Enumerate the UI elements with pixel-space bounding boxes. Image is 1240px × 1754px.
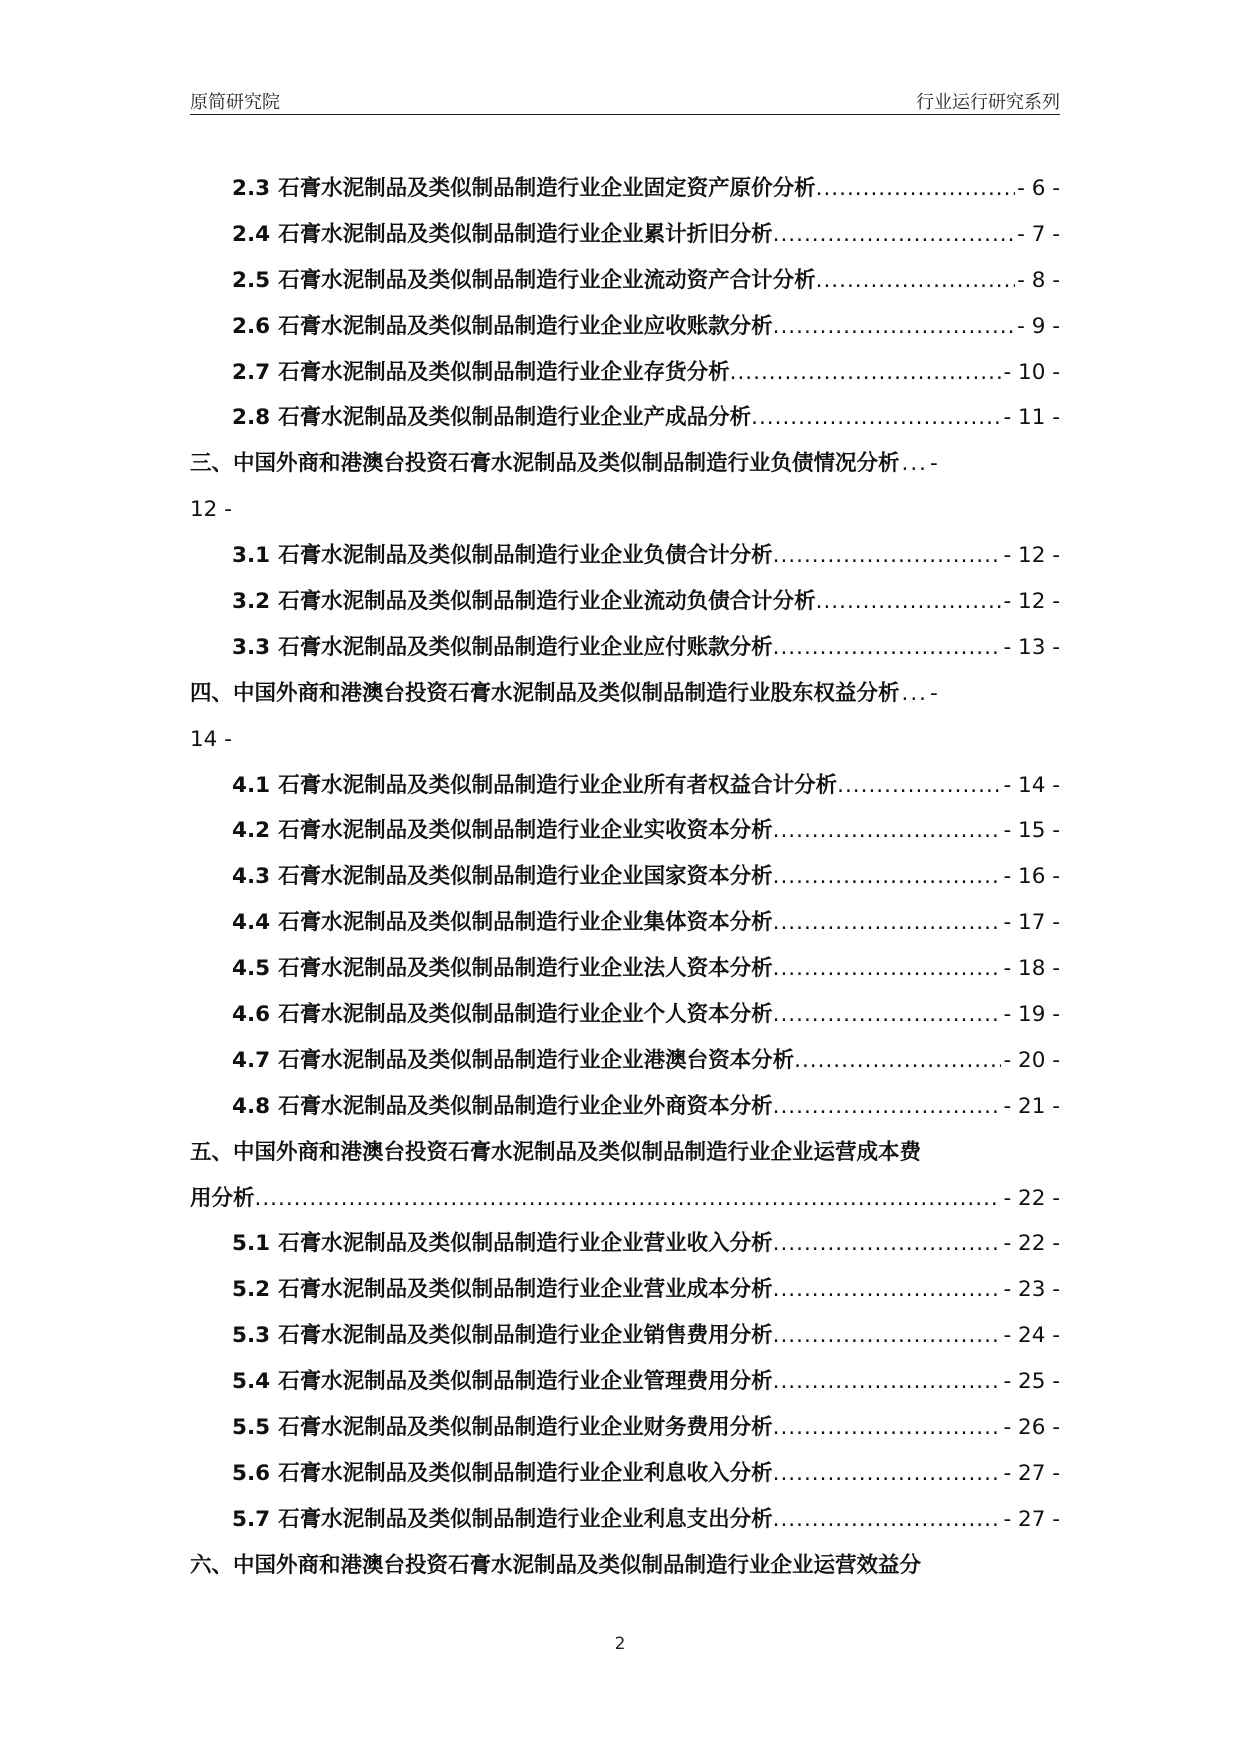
toc-entry-number: 2.6 bbox=[232, 313, 271, 339]
toc-entry-3-2[interactable] bbox=[190, 579, 1060, 625]
toc-entry-page: - 22 - bbox=[1003, 1185, 1060, 1211]
toc-dot-leader bbox=[773, 1497, 1002, 1543]
toc-entry-page: - 23 - bbox=[1003, 1277, 1060, 1303]
toc-entry-page: - 12 - bbox=[1003, 543, 1060, 569]
toc-chapter-6[interactable] bbox=[190, 1543, 1060, 1589]
toc-entry-page: - 25 - bbox=[1003, 1369, 1060, 1395]
toc-entry-title: 石膏水泥制品及类似制品制造行业企业固定资产原价分析 bbox=[278, 176, 816, 201]
toc-entry-page: - 20 - bbox=[1003, 1047, 1060, 1073]
toc-entry-page: - 27 - bbox=[1003, 1506, 1060, 1532]
toc-chapter-page-end: 12 - bbox=[190, 497, 232, 523]
toc-entry-page: - 9 - bbox=[1017, 313, 1060, 339]
toc-dot-leader bbox=[773, 992, 1002, 1038]
toc-dot-leader bbox=[773, 946, 1002, 992]
toc-dot-leader bbox=[730, 350, 1002, 396]
toc-entry-page: - 13 - bbox=[1003, 634, 1060, 660]
toc-entry-5-3[interactable] bbox=[190, 1313, 1060, 1359]
toc-entry-5-7[interactable] bbox=[190, 1497, 1060, 1543]
toc-entry-4-2[interactable] bbox=[190, 808, 1060, 854]
toc-entry-page: - 10 - bbox=[1003, 359, 1060, 385]
toc-entry-number: 4.6 bbox=[232, 1002, 271, 1028]
toc-entry-title: 石膏水泥制品及类似制品制造行业企业产成品分析 bbox=[278, 405, 752, 431]
toc-entry-page: - 19 - bbox=[1003, 1002, 1060, 1028]
toc-chapter-page-start: - bbox=[930, 680, 938, 706]
toc-entry-page: - 18 - bbox=[1003, 956, 1060, 982]
toc-chapter-page-end: 14 - bbox=[190, 726, 232, 752]
toc-entry-page: - 15 - bbox=[1003, 818, 1060, 844]
toc-dot-leader bbox=[773, 854, 1002, 900]
toc-entry-page: - 26 - bbox=[1003, 1415, 1060, 1441]
toc-dot-leader bbox=[773, 304, 1016, 350]
toc-entry-page: - 14 - bbox=[1003, 772, 1060, 798]
toc-entry-number: 5.7 bbox=[232, 1506, 271, 1532]
toc-dot-leader bbox=[816, 258, 1016, 304]
toc-entry-5-6[interactable] bbox=[190, 1451, 1060, 1497]
toc-dot-leader bbox=[773, 1451, 1002, 1497]
toc-dot-leader bbox=[773, 625, 1002, 671]
toc-chapter-5[interactable] bbox=[190, 1130, 1060, 1176]
toc-chapter-3[interactable] bbox=[190, 441, 1060, 487]
toc-dot-leader bbox=[773, 900, 1002, 946]
toc-entry-4-7[interactable] bbox=[190, 1038, 1060, 1084]
toc-entry-title: 石膏水泥制品及类似制品制造行业企业财务费用分析 bbox=[278, 1415, 773, 1441]
toc-chapter-title: 五、中国外商和港澳台投资石膏水泥制品及类似制品制造行业企业运营成本费 bbox=[190, 1139, 922, 1165]
toc-dot-leader bbox=[773, 1267, 1002, 1313]
toc-entry-number: 5.6 bbox=[232, 1460, 271, 1486]
toc-entry-page: - 22 - bbox=[1003, 1231, 1060, 1257]
toc-entry-title: 石膏水泥制品及类似制品制造行业企业利息支出分析 bbox=[278, 1506, 773, 1532]
toc-short-leader: ... bbox=[901, 451, 929, 477]
toc-entry-number: 5.1 bbox=[232, 1231, 271, 1257]
toc-dot-leader bbox=[773, 533, 1002, 579]
toc-dot-leader bbox=[773, 1313, 1002, 1359]
toc-entry-number: 2.8 bbox=[232, 405, 271, 431]
toc-chapter-4[interactable] bbox=[190, 671, 1060, 717]
toc-chapter-title: 六、中国外商和港澳台投资石膏水泥制品及类似制品制造行业企业运营效益分 bbox=[190, 1552, 922, 1578]
toc-entry-title: 石膏水泥制品及类似制品制造行业企业存货分析 bbox=[278, 359, 730, 385]
toc-entry-number: 5.3 bbox=[232, 1323, 271, 1349]
toc-entry-page: - 6 - bbox=[1017, 176, 1060, 201]
toc-entry-number: 3.3 bbox=[232, 634, 271, 660]
toc-entry-title: 石膏水泥制品及类似制品制造行业企业销售费用分析 bbox=[278, 1323, 773, 1349]
toc-entry-2-4[interactable] bbox=[190, 212, 1060, 258]
toc-entry-title: 石膏水泥制品及类似制品制造行业企业累计折旧分析 bbox=[278, 221, 773, 247]
toc-entry-2-7[interactable] bbox=[190, 350, 1060, 396]
toc-entry-title: 石膏水泥制品及类似制品制造行业企业应付账款分析 bbox=[278, 634, 773, 660]
toc-entry-title: 石膏水泥制品及类似制品制造行业企业实收资本分析 bbox=[278, 818, 773, 844]
toc-entry-4-6[interactable] bbox=[190, 992, 1060, 1038]
toc-entry-4-8[interactable] bbox=[190, 1084, 1060, 1130]
toc-entry-page: - 24 - bbox=[1003, 1323, 1060, 1349]
toc-entry-number: 3.2 bbox=[232, 589, 271, 615]
header-series-name: 行业运行研究系列 bbox=[916, 92, 1060, 113]
toc-chapter-3-continued[interactable] bbox=[190, 487, 1060, 533]
toc-dot-leader bbox=[773, 1221, 1002, 1267]
toc-entry-number: 5.4 bbox=[232, 1369, 271, 1395]
toc-entry-title: 石膏水泥制品及类似制品制造行业企业营业收入分析 bbox=[278, 1231, 773, 1257]
toc-entry-number: 4.5 bbox=[232, 956, 271, 982]
toc-entry-title: 石膏水泥制品及类似制品制造行业企业所有者权益合计分析 bbox=[278, 772, 838, 798]
toc-short-leader: ... bbox=[901, 680, 929, 706]
toc-entry-4-4[interactable] bbox=[190, 900, 1060, 946]
header-org-name: 原简研究院 bbox=[190, 92, 280, 113]
toc-entry-5-5[interactable] bbox=[190, 1405, 1060, 1451]
toc-entry-number: 5.5 bbox=[232, 1415, 271, 1441]
toc-dot-leader bbox=[816, 166, 1016, 212]
toc-entry-title: 石膏水泥制品及类似制品制造行业企业港澳台资本分析 bbox=[278, 1047, 795, 1073]
toc-entry-number: 2.5 bbox=[232, 267, 271, 293]
toc-entry-title: 石膏水泥制品及类似制品制造行业企业应收账款分析 bbox=[278, 313, 773, 339]
toc-dot-leader bbox=[816, 579, 1002, 625]
toc-entry-5-4[interactable] bbox=[190, 1359, 1060, 1405]
toc-dot-leader bbox=[837, 763, 1001, 809]
toc-entry-2-6[interactable] bbox=[190, 304, 1060, 350]
toc-entry-2-5[interactable] bbox=[190, 258, 1060, 304]
toc-dot-leader bbox=[751, 395, 1001, 441]
toc-entry-title: 石膏水泥制品及类似制品制造行业企业管理费用分析 bbox=[278, 1369, 773, 1395]
toc-entry-number: 4.7 bbox=[232, 1047, 271, 1073]
toc-entry-3-3[interactable] bbox=[190, 625, 1060, 671]
toc-dot-leader bbox=[773, 212, 1016, 258]
toc-dot-leader bbox=[773, 1359, 1002, 1405]
toc-chapter-title-end: 用分析 bbox=[190, 1185, 255, 1211]
table-of-contents bbox=[190, 166, 1060, 1589]
toc-entry-title: 石膏水泥制品及类似制品制造行业企业负债合计分析 bbox=[278, 543, 773, 569]
toc-entry-number: 4.4 bbox=[232, 910, 271, 936]
toc-entry-4-3[interactable] bbox=[190, 854, 1060, 900]
toc-entry-page: - 27 - bbox=[1003, 1460, 1060, 1486]
toc-chapter-title: 三、中国外商和港澳台投资石膏水泥制品及类似制品制造行业负债情况分析 bbox=[190, 451, 900, 477]
toc-entry-number: 4.2 bbox=[232, 818, 271, 844]
toc-entry-3-1[interactable] bbox=[190, 533, 1060, 579]
toc-entry-title: 石膏水泥制品及类似制品制造行业企业营业成本分析 bbox=[278, 1277, 773, 1303]
toc-entry-number: 2.4 bbox=[232, 221, 271, 247]
toc-dot-leader bbox=[773, 1084, 1002, 1130]
toc-entry-title: 石膏水泥制品及类似制品制造行业企业流动负债合计分析 bbox=[278, 589, 816, 615]
toc-entry-title: 石膏水泥制品及类似制品制造行业企业集体资本分析 bbox=[278, 910, 773, 936]
toc-entry-page: - 12 - bbox=[1003, 589, 1060, 615]
toc-entry-page: - 21 - bbox=[1003, 1093, 1060, 1119]
toc-dot-leader bbox=[773, 1405, 1002, 1451]
toc-entry-5-2[interactable] bbox=[190, 1267, 1060, 1313]
toc-entry-number: 5.2 bbox=[232, 1277, 271, 1303]
toc-entry-number: 4.1 bbox=[232, 772, 271, 798]
toc-chapter-5-continued[interactable] bbox=[190, 1176, 1060, 1222]
toc-dot-leader bbox=[773, 808, 1002, 854]
toc-entry-page: - 16 - bbox=[1003, 864, 1060, 890]
toc-entry-page: - 8 - bbox=[1017, 267, 1060, 293]
toc-entry-title: 石膏水泥制品及类似制品制造行业企业法人资本分析 bbox=[278, 956, 773, 982]
page-header bbox=[190, 84, 1060, 115]
toc-chapter-page-start: - bbox=[930, 451, 938, 477]
toc-entry-title: 石膏水泥制品及类似制品制造行业企业国家资本分析 bbox=[278, 864, 773, 890]
toc-dot-leader bbox=[794, 1038, 1001, 1084]
toc-entry-title: 石膏水泥制品及类似制品制造行业企业外商资本分析 bbox=[278, 1093, 773, 1119]
toc-entry-number: 3.1 bbox=[232, 543, 271, 569]
toc-entry-title: 石膏水泥制品及类似制品制造行业企业利息收入分析 bbox=[278, 1460, 773, 1486]
toc-entry-page: - 7 - bbox=[1017, 221, 1060, 247]
toc-entry-number: 4.8 bbox=[232, 1093, 271, 1119]
toc-entry-4-1[interactable] bbox=[190, 763, 1060, 809]
toc-entry-title: 石膏水泥制品及类似制品制造行业企业个人资本分析 bbox=[278, 1002, 773, 1028]
toc-entry-number: 4.3 bbox=[232, 864, 271, 890]
page-number: 2 bbox=[614, 1634, 626, 1654]
toc-entry-page: - 17 - bbox=[1003, 910, 1060, 936]
toc-entry-4-5[interactable] bbox=[190, 946, 1060, 992]
toc-chapter-4-continued[interactable] bbox=[190, 717, 1060, 763]
toc-entry-page: - 11 - bbox=[1003, 405, 1060, 431]
toc-entry-title: 石膏水泥制品及类似制品制造行业企业流动资产合计分析 bbox=[278, 267, 816, 293]
toc-entry-5-1[interactable] bbox=[190, 1221, 1060, 1267]
toc-entry-2-3[interactable] bbox=[190, 166, 1060, 212]
toc-entry-number: 2.7 bbox=[232, 359, 271, 385]
toc-dot-leader bbox=[255, 1176, 1002, 1222]
toc-entry-number: 2.3 bbox=[232, 176, 271, 201]
toc-chapter-title: 四、中国外商和港澳台投资石膏水泥制品及类似制品制造行业股东权益分析 bbox=[190, 680, 900, 706]
toc-entry-2-8[interactable] bbox=[190, 395, 1060, 441]
